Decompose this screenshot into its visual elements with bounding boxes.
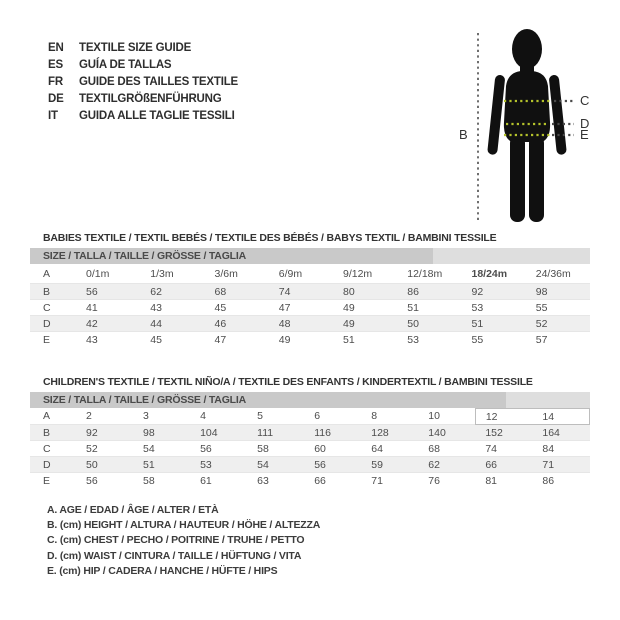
row-label: E bbox=[30, 332, 76, 348]
legend-line: C. (cm) CHEST / PECHO / POITRINE / TRUHE / PETTO bbox=[47, 534, 305, 547]
table-cell: 45 bbox=[140, 332, 204, 348]
table-cell: 54 bbox=[133, 441, 190, 457]
language-label: GUIDE DES TAILLES TEXTILE bbox=[79, 76, 238, 88]
table-cell: 71 bbox=[532, 457, 589, 473]
language-label: TEXTILE SIZE GUIDE bbox=[79, 42, 192, 54]
table-cell: 3/6m bbox=[214, 267, 238, 280]
table-cell: 86 bbox=[532, 473, 589, 489]
table-cell: 51 bbox=[462, 316, 526, 332]
table-cell: 54 bbox=[247, 457, 304, 473]
table-cell: 12/18m bbox=[407, 267, 443, 280]
table-cell: 53 bbox=[397, 332, 461, 348]
table-cell: 60 bbox=[304, 441, 361, 457]
table-cell: 49 bbox=[269, 332, 333, 348]
table-cell: 47 bbox=[269, 300, 333, 316]
table-cell: 74 bbox=[269, 284, 333, 300]
table-row bbox=[30, 425, 590, 441]
table-cell: 56 bbox=[76, 473, 133, 489]
waist-label: D bbox=[580, 116, 590, 131]
language-code: DE bbox=[48, 93, 64, 105]
table-cell: 52 bbox=[76, 441, 133, 457]
legend-line: B. (cm) HEIGHT / ALTURA / HAUTEUR / HÖHE / ALTEZZA bbox=[47, 519, 321, 532]
table-cell: 6/9m bbox=[278, 267, 303, 280]
language-code: FR bbox=[48, 76, 63, 88]
table-cell: 53 bbox=[190, 457, 247, 473]
table-cell: 55 bbox=[526, 300, 590, 316]
table-cell: 68 bbox=[418, 441, 475, 457]
legend-line: D. (cm) WAIST / CINTURA / TAILLE / HÜFTUNG / VITA bbox=[47, 549, 302, 562]
table-cell: 111 bbox=[247, 425, 304, 441]
row-label: D bbox=[30, 316, 76, 332]
language-label: TEXTILGRÖßENFÜHRUNG bbox=[79, 93, 222, 105]
table-cell: 3 bbox=[143, 410, 149, 423]
table-cell: 18/24m bbox=[471, 267, 508, 280]
table-cell: 9/12m bbox=[343, 267, 373, 280]
language-code: EN bbox=[48, 42, 64, 54]
table-cell: 98 bbox=[526, 284, 590, 300]
table-row bbox=[30, 409, 590, 425]
table-cell: 8 bbox=[371, 410, 378, 423]
table-cell: 50 bbox=[76, 457, 133, 473]
table-cell: 74 bbox=[475, 441, 532, 457]
chest-label: C bbox=[580, 93, 590, 108]
babies-table bbox=[30, 248, 590, 347]
table-cell: 44 bbox=[140, 316, 204, 332]
language-row bbox=[48, 57, 238, 74]
hip-label: E bbox=[580, 127, 589, 142]
table-cell: 64 bbox=[361, 441, 418, 457]
table-cell: 62 bbox=[140, 284, 204, 300]
table-cell: 86 bbox=[397, 284, 461, 300]
table-cell: 59 bbox=[361, 457, 418, 473]
language-row bbox=[48, 91, 238, 108]
children-header-highlight bbox=[506, 392, 590, 408]
table-cell: 0/1m bbox=[86, 267, 110, 280]
table-cell: 63 bbox=[247, 473, 304, 489]
table-row bbox=[30, 441, 590, 457]
table-cell: 57 bbox=[526, 332, 590, 348]
table-cell: 58 bbox=[133, 473, 190, 489]
children-table bbox=[30, 392, 590, 488]
table-cell: 45 bbox=[205, 300, 269, 316]
table-cell: 14 bbox=[532, 409, 589, 425]
table-cell: 41 bbox=[76, 300, 140, 316]
table-cell: 92 bbox=[76, 425, 133, 441]
row-label: A bbox=[43, 267, 51, 280]
language-row bbox=[48, 108, 238, 125]
table-cell: 140 bbox=[418, 425, 475, 441]
legend-line: A. AGE / EDAD / ÂGE / ALTER / ETÀ bbox=[47, 504, 219, 516]
table-row bbox=[30, 284, 590, 300]
table-cell: 46 bbox=[205, 316, 269, 332]
table-cell: 56 bbox=[76, 284, 140, 300]
table-cell: 81 bbox=[475, 473, 532, 489]
table-cell: 58 bbox=[247, 441, 304, 457]
table-cell: 62 bbox=[418, 457, 475, 473]
table-cell: 49 bbox=[333, 300, 397, 316]
babies-header-highlight bbox=[433, 248, 590, 264]
table-cell: 128 bbox=[361, 425, 418, 441]
table-cell: 55 bbox=[462, 332, 526, 348]
table-cell: 84 bbox=[532, 441, 589, 457]
table-cell: 51 bbox=[397, 300, 461, 316]
table-row bbox=[30, 457, 590, 473]
table-cell: 50 bbox=[397, 316, 461, 332]
row-label: C bbox=[30, 441, 76, 457]
table-cell: 61 bbox=[190, 473, 247, 489]
language-label: GUÍA DE TALLAS bbox=[79, 59, 172, 71]
language-code: IT bbox=[48, 110, 58, 122]
babies-table-title: BABIES TEXTILE / TEXTIL BEBÉS / TEXTILE DES BÉBÉS / BABYS TEXTIL / BAMBINI TESSILE bbox=[43, 232, 497, 244]
table-row bbox=[30, 300, 590, 316]
table-cell: 56 bbox=[190, 441, 247, 457]
children-size-header-bar bbox=[30, 392, 590, 408]
table-cell: 104 bbox=[190, 425, 247, 441]
table-cell: 71 bbox=[361, 473, 418, 489]
language-row bbox=[48, 74, 238, 91]
language-row bbox=[48, 40, 238, 57]
table-row bbox=[30, 316, 590, 332]
table-cell: 43 bbox=[76, 332, 140, 348]
table-cell: 5 bbox=[257, 410, 263, 423]
row-label: B bbox=[30, 284, 76, 300]
row-label: B bbox=[30, 425, 76, 441]
row-label: D bbox=[30, 457, 76, 473]
legend-line: E. (cm) HIP / CADERA / HANCHE / HÜFTE / HIPS bbox=[47, 564, 278, 577]
table-cell: 48 bbox=[269, 316, 333, 332]
table-row bbox=[30, 473, 590, 489]
language-label: GUIDA ALLE TAGLIE TESSILI bbox=[79, 110, 235, 122]
table-cell: 98 bbox=[133, 425, 190, 441]
table-cell: 52 bbox=[526, 316, 590, 332]
table-cell: 92 bbox=[462, 284, 526, 300]
table-cell: 80 bbox=[333, 284, 397, 300]
table-cell: 43 bbox=[140, 300, 204, 316]
children-size-header-label: SIZE / TALLA / TAILLE / GRÖSSE / TAGLIA bbox=[43, 394, 246, 406]
table-cell: 164 bbox=[532, 425, 589, 441]
table-cell: 152 bbox=[475, 425, 532, 441]
row-label: A bbox=[43, 410, 51, 423]
row-label: E bbox=[30, 473, 76, 489]
child-silhouette-figure bbox=[440, 12, 620, 232]
table-cell: 66 bbox=[475, 457, 532, 473]
table-row bbox=[30, 332, 590, 348]
table-cell: 51 bbox=[333, 332, 397, 348]
table-cell: 47 bbox=[205, 332, 269, 348]
table-row bbox=[30, 264, 590, 284]
table-cell: 68 bbox=[205, 284, 269, 300]
table-cell: 116 bbox=[304, 425, 361, 441]
table-cell: 10 bbox=[428, 410, 440, 423]
table-cell: 49 bbox=[333, 316, 397, 332]
babies-size-header-label: SIZE / TALLA / TAILLE / GRÖSSE / TAGLIA bbox=[43, 250, 246, 262]
table-cell: 4 bbox=[200, 410, 206, 423]
child-silhouette bbox=[487, 29, 567, 222]
babies-size-header-bar bbox=[30, 248, 590, 264]
height-label: B bbox=[459, 127, 468, 142]
table-cell: 1/3m bbox=[150, 267, 174, 280]
table-cell: 66 bbox=[304, 473, 361, 489]
table-cell: 53 bbox=[462, 300, 526, 316]
children-table-title: CHILDREN'S TEXTILE / TEXTIL NIÑO/A / TEXTILE DES ENFANTS / KINDERTEXTIL / BAMBINI TESSILE bbox=[43, 376, 533, 388]
table-cell: 2 bbox=[86, 410, 92, 423]
table-cell: 24/36m bbox=[535, 267, 571, 280]
table-cell: 42 bbox=[76, 316, 140, 332]
table-cell: 56 bbox=[304, 457, 361, 473]
table-cell: 76 bbox=[418, 473, 475, 489]
table-cell: 6 bbox=[314, 410, 321, 423]
table-cell: 51 bbox=[133, 457, 190, 473]
table-cell: 12 bbox=[475, 409, 532, 425]
row-label: C bbox=[30, 300, 76, 316]
language-list bbox=[48, 40, 238, 125]
language-code: ES bbox=[48, 59, 63, 71]
legend-list bbox=[47, 503, 320, 579]
